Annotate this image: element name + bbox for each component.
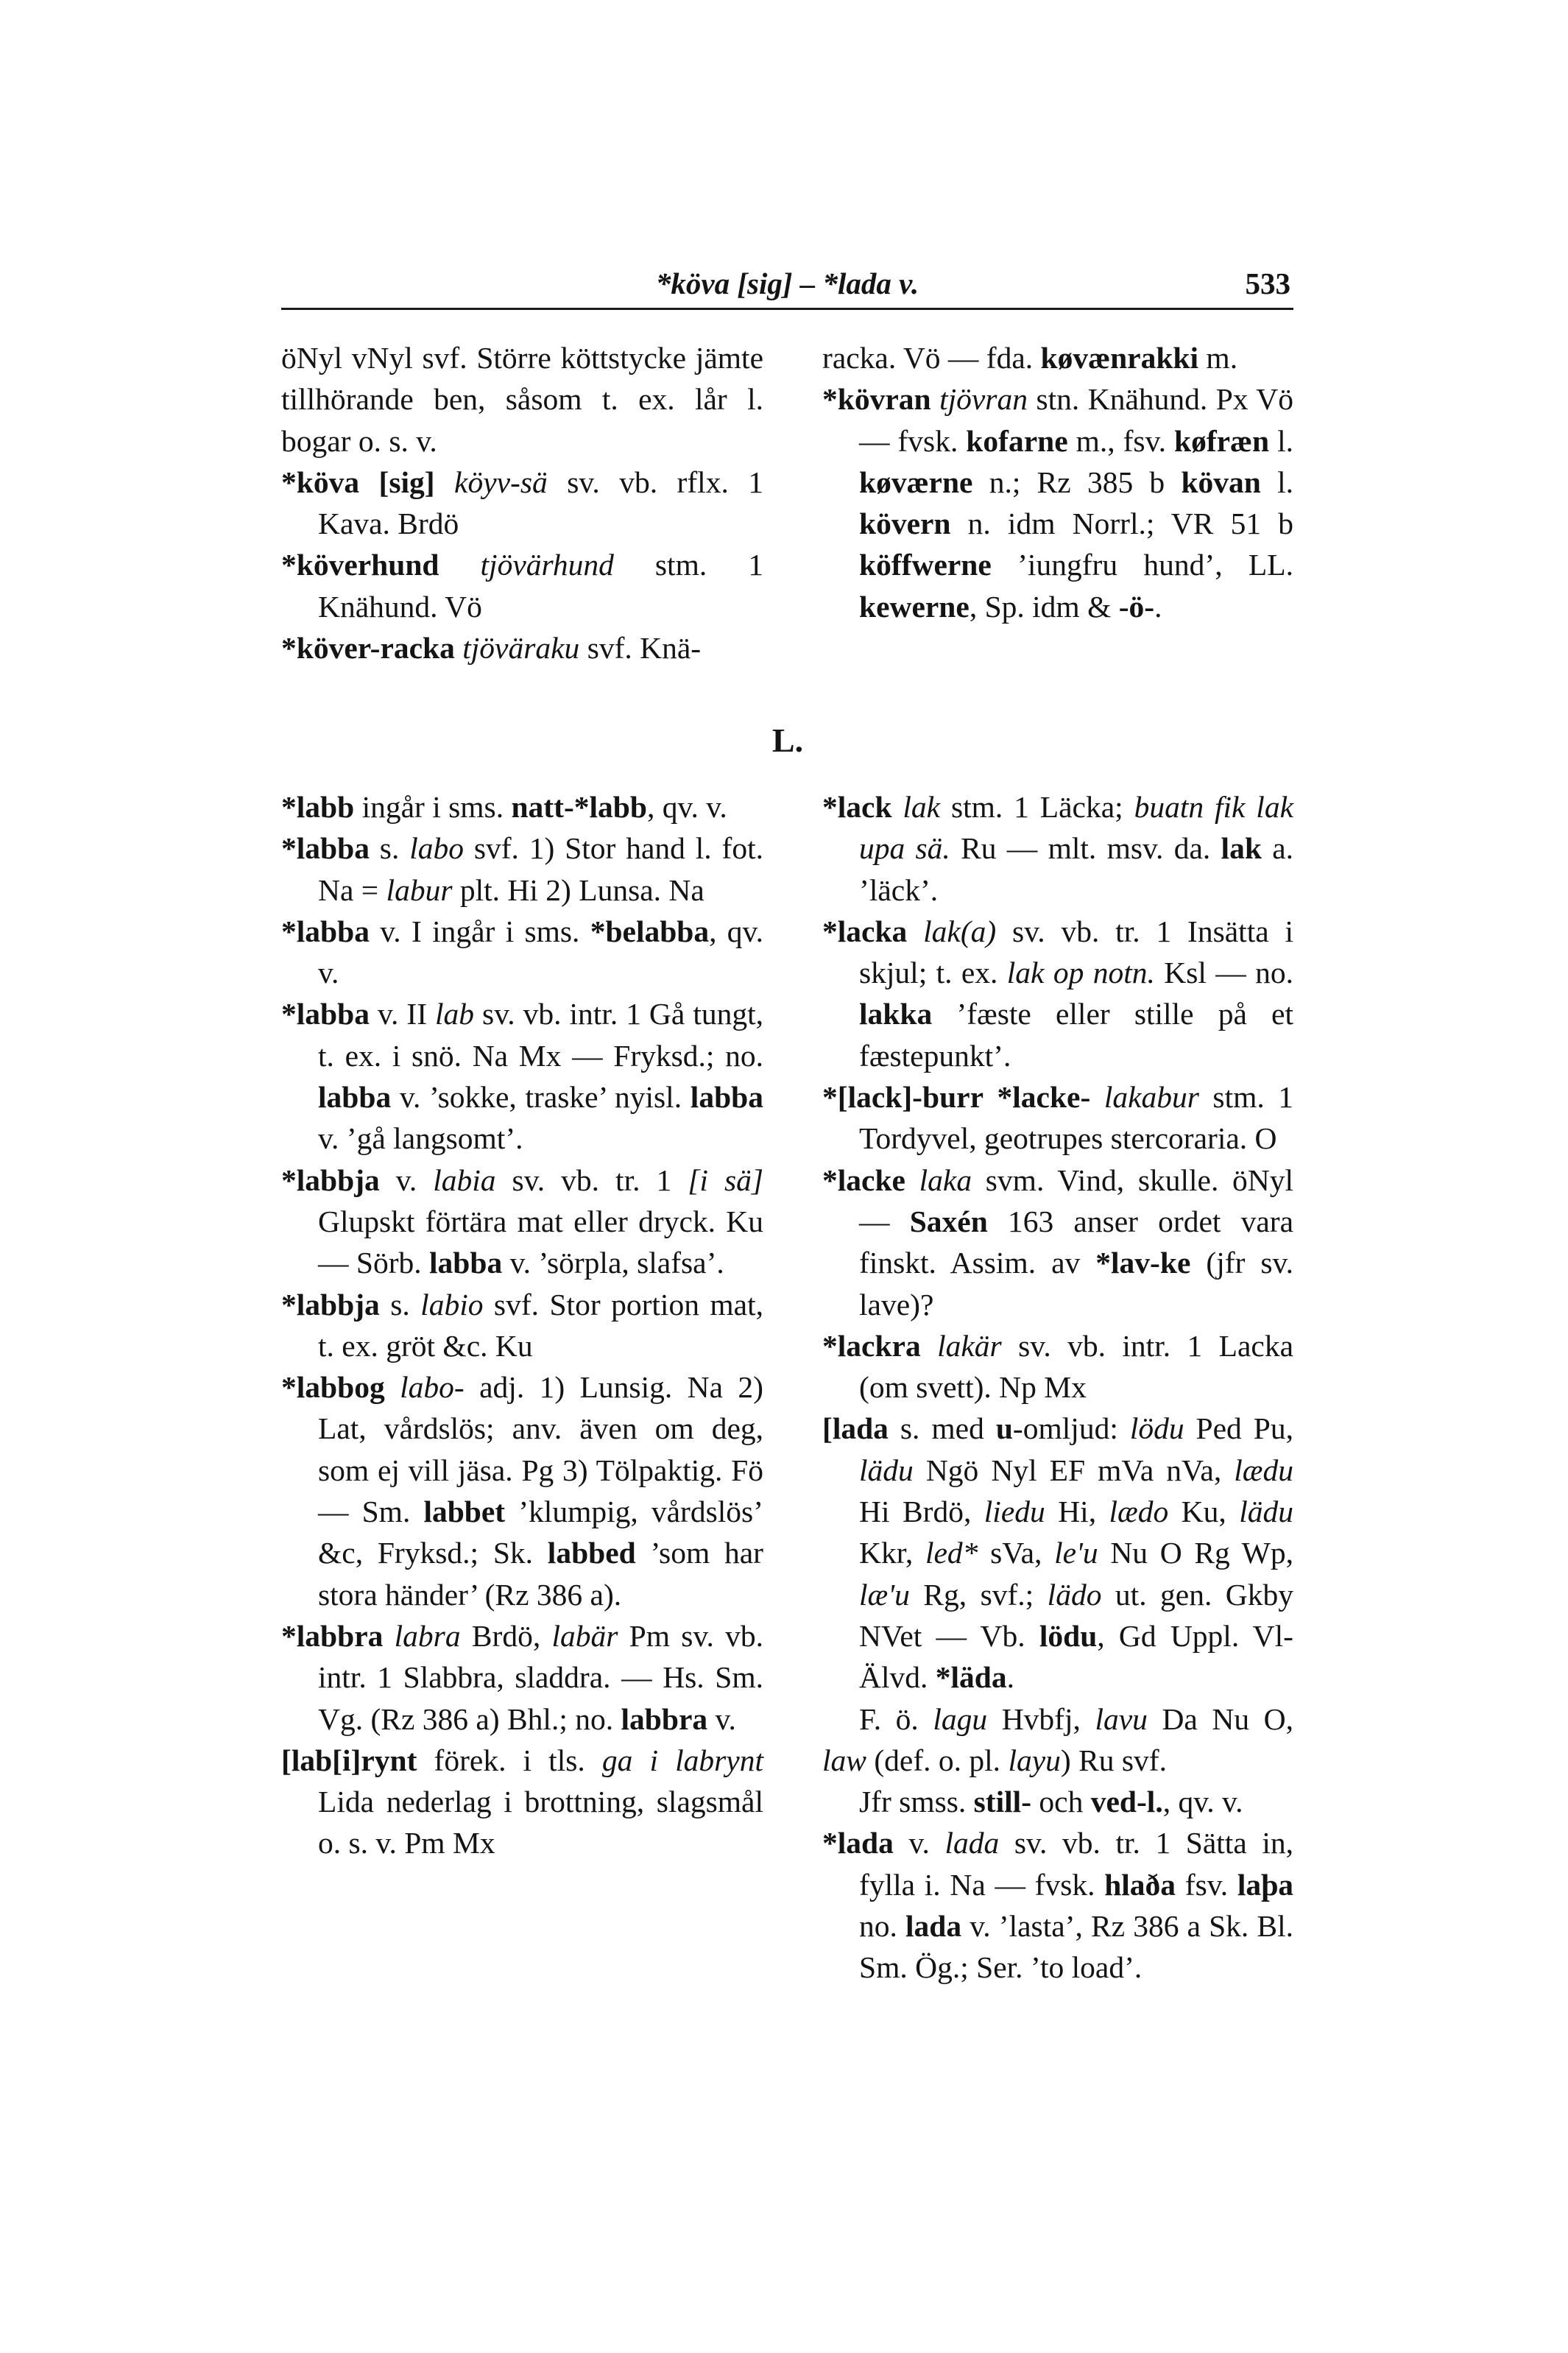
dialect-form: ga i labrynt <box>601 1743 763 1777</box>
entry-text: m. <box>1198 341 1238 375</box>
headword: *köva <box>281 465 360 499</box>
cognate-form: lak <box>1221 831 1262 866</box>
entry-text: l. <box>1260 465 1294 499</box>
entry-subparagraph <box>822 1781 1293 1822</box>
entry-text: ’fæste eller stille på et fæstepunkt’. <box>859 997 1293 1073</box>
dictionary-entry <box>281 1284 763 1367</box>
dialect-form: lab <box>435 997 475 1031</box>
dictionary-entry <box>281 786 763 828</box>
entry-text: , qv. v. <box>646 790 727 824</box>
entry-text: ’klumpig, vårdslös’ &c, Fryksd.; Sk. <box>318 1495 763 1570</box>
entry-continuation <box>822 337 1293 378</box>
entry-text <box>435 465 454 499</box>
headword: *lacke <box>822 1163 905 1197</box>
dictionary-entry <box>822 911 1293 1076</box>
entry-text: sv. vb. rflx. 1 Kava. Brdö <box>318 465 764 541</box>
dialect-form: lagu <box>933 1701 988 1736</box>
headword: *labbja <box>281 1287 380 1322</box>
entry-text: stn. Knähund. Px Vö — fvsk. <box>859 382 1294 458</box>
headword: [lada <box>822 1411 889 1446</box>
dialect-form: köyv-sä <box>454 465 548 499</box>
headword: [sig] <box>378 465 435 499</box>
cognate-form: labbed <box>547 1536 636 1570</box>
entry-text: v. <box>707 1701 736 1736</box>
section-letter: L. <box>771 722 804 759</box>
dialect-form: tjöväraku <box>462 631 580 666</box>
dictionary-entry <box>822 1822 1293 1988</box>
entry-text <box>983 1080 997 1114</box>
dialect-form: tjövran <box>939 382 1028 417</box>
entry-text: Lida nederlag i brottning, slagsmål o. s. v. Pm Mx <box>318 1785 763 1860</box>
headword: [lab[i]rynt <box>281 1743 417 1777</box>
dictionary-entry <box>281 993 763 1159</box>
dialect-form: lödu <box>1129 1411 1184 1446</box>
dialect-form: lædo <box>1109 1495 1169 1529</box>
dictionary-entry <box>281 544 763 627</box>
entry-text: , qv. v. <box>318 914 763 990</box>
dialect-form: buatn fik lak upa sä. <box>859 790 1294 866</box>
dictionary-entry <box>822 1408 1293 1698</box>
column-top-right <box>822 337 1293 627</box>
dialect-form: lakabur <box>1103 1080 1199 1115</box>
cognate-form: still- <box>973 1785 1032 1819</box>
headword: *lack <box>822 790 892 824</box>
entry-text: sv. vb. tr. 1 <box>495 1163 688 1197</box>
entry-text: och <box>1031 1785 1091 1819</box>
cognate-form: -ö- <box>1118 589 1155 624</box>
entry-text <box>455 631 462 665</box>
entry-text: sv. vb. intr. 1 Gå tungt, t. ex. i snö. Na Mx — Fryksd.; no. <box>318 997 764 1073</box>
dialect-form: liedu <box>983 1495 1045 1529</box>
dialect-form: layu <box>1008 1743 1061 1777</box>
entry-text: n.; Rz 385 b <box>972 465 1182 499</box>
entry-text: ingår i sms. <box>354 790 512 824</box>
cognate-form: kewerne <box>859 589 970 624</box>
dictionary-entry <box>822 786 1293 911</box>
dialect-form: labia <box>433 1163 496 1197</box>
dictionary-entry <box>822 378 1293 627</box>
entry-text: s. med <box>888 1411 996 1446</box>
headword: *labbra <box>281 1618 384 1653</box>
entry-text: svf. Stor portion mat, t. ex. gröt &c. Ku <box>318 1287 763 1363</box>
headword: *labba <box>281 831 370 866</box>
entry-text: adj. 1) Lunsig. Na 2) Lat, vårdslös; anv. även om deg, som ej vill jäsa. Pg 3) Tölpaktig. Fö — Sm. <box>318 1370 763 1529</box>
entry-text: Ku, <box>1168 1495 1240 1529</box>
headword: *[lack]-burr <box>822 1080 983 1115</box>
cognate-form: köffwerne <box>859 548 992 582</box>
headword: *lacke- <box>997 1080 1091 1115</box>
entry-text: Ngö Nyl EF mVa nVa, <box>913 1453 1235 1487</box>
cognate-form: køfræn <box>1173 423 1270 458</box>
cognate-form: lakka <box>859 997 933 1031</box>
cognate-form: køvænrakki <box>1040 341 1199 375</box>
entry-text: Kkr, <box>859 1536 925 1570</box>
entry-text: l. <box>1269 423 1293 458</box>
entry-text: sv. vb. intr. 1 Lacka (om svett). Np Mx <box>859 1328 1294 1405</box>
dictionary-entry <box>281 911 763 994</box>
entry-text: Nu O Rg Wp, <box>1098 1536 1293 1570</box>
dialect-form: lak op notn. <box>1006 956 1155 990</box>
dictionary-entry <box>281 1740 763 1864</box>
dialect-form: tjövärhund <box>480 548 614 582</box>
entry-subparagraph <box>822 1698 1293 1782</box>
dialect-form: labra <box>394 1618 461 1653</box>
dialect-form: labo- <box>400 1370 465 1405</box>
entry-text: stm. 1 Läcka; <box>940 790 1134 824</box>
cognate-form: labba <box>429 1246 503 1280</box>
entry-text: Da Nu O, <box>1147 1701 1293 1736</box>
dictionary-entry <box>281 627 763 668</box>
cognate-form: ved-l. <box>1090 1785 1163 1819</box>
column-bottom-left <box>281 786 763 1864</box>
entry-text: stm. 1 Knähund. Vö <box>318 548 764 624</box>
entry-text: v. ’lasta’, Rz 386 a Sk. Bl. Sm. Ög.; Ser. ’to load’. <box>859 1909 1293 1985</box>
entry-text <box>359 465 378 499</box>
cognate-form: *belabba <box>590 914 710 948</box>
entry-text: -omljud: <box>1012 1411 1130 1446</box>
entry-text: v. II <box>369 997 436 1031</box>
entry-text: s. <box>369 831 410 866</box>
column-bottom-right <box>822 786 1293 1989</box>
headword: *labbja <box>281 1163 380 1197</box>
dialect-form: labär <box>551 1618 618 1653</box>
entry-text: stm. 1 Tordyvel, geotrupes stercoraria. O <box>859 1080 1294 1156</box>
entry-text: v. <box>893 1826 945 1860</box>
entry-text: ’som har stora händer’ (Rz 386 a). <box>318 1536 763 1612</box>
cognate-form: kofarne <box>966 423 1068 458</box>
cognate-form: *läda <box>935 1660 1007 1695</box>
dialect-form: led* <box>925 1536 978 1570</box>
entry-text: förek. i tls. <box>417 1743 602 1777</box>
entry-text: svm. Vind, skulle. öNyl — <box>859 1163 1293 1238</box>
cognate-form: labbet <box>423 1495 506 1529</box>
entry-text: v. ’gå langsomt’. <box>318 1121 523 1156</box>
entry-text: Pm sv. vb. intr. 1 Slabbra, sladdra. — Hs. Sm. Vg. (Rz 386 a) Bhl.; no. <box>318 1618 763 1736</box>
entry-text: s. <box>379 1287 421 1322</box>
entry-text: sv. vb. tr. 1 Insätta i skjul; t. ex. <box>859 914 1294 990</box>
dialect-form: lakär <box>937 1328 1002 1363</box>
dictionary-entry <box>281 1615 763 1740</box>
entry-text: svf. Knä- <box>579 631 702 666</box>
dialect-form: lädo <box>1047 1577 1102 1612</box>
entry-text: 163 anser ordet vara finskt. Assim. av <box>859 1204 1293 1280</box>
entry-text: ’iungfru hund’, LL. <box>991 548 1293 582</box>
dictionary-entry <box>822 1160 1293 1325</box>
entry-text <box>439 548 481 582</box>
dialect-form: læ'u <box>859 1577 910 1612</box>
cognate-form: lödu <box>1039 1618 1098 1653</box>
dialect-form: lavu <box>1095 1701 1148 1736</box>
entry-text: , Sp. idm & <box>969 589 1119 624</box>
cognate-form: u <box>995 1411 1013 1446</box>
dialect-form: law <box>822 1743 866 1777</box>
dialect-form: laka <box>919 1163 972 1197</box>
cognate-form: lada <box>905 1909 962 1944</box>
cognate-form: køværne <box>859 465 973 499</box>
cognate-form: hlaða <box>1104 1867 1176 1902</box>
entry-text: v. ’sörpla, slafsa’. <box>502 1246 724 1280</box>
headword: *lada <box>822 1826 894 1860</box>
entry-text: F. ö. <box>859 1701 933 1736</box>
entry-text: , qv. v. <box>1162 1785 1243 1819</box>
entry-text: (jfr sv. lave)? <box>859 1246 1293 1322</box>
dictionary-entry <box>281 462 763 545</box>
cognate-form: Saxén <box>909 1204 988 1238</box>
dictionary-entry <box>281 1366 763 1615</box>
entry-text: Hi, <box>1045 1495 1109 1529</box>
dialect-form: labo <box>409 831 464 866</box>
page-number: 533 <box>1245 267 1290 300</box>
entry-text: v. ’sokke, traske’ nyisl. <box>391 1080 691 1115</box>
dictionary-entry <box>281 828 763 911</box>
entry-text <box>385 1370 400 1404</box>
entry-text: m., fsv. <box>1067 423 1174 458</box>
entry-text: Ksl — no. <box>1154 956 1293 990</box>
dialect-form: lädu <box>1239 1495 1293 1529</box>
entry-text: sv. vb. tr. 1 Sätta in, fylla i. Na — fvsk. <box>859 1826 1293 1902</box>
cognate-form: laþa <box>1237 1867 1293 1902</box>
entry-continuation <box>281 337 763 462</box>
entry-text <box>907 914 923 948</box>
dialect-form: labio <box>420 1287 484 1322</box>
cognate-form: kövern <box>859 507 951 541</box>
entry-text: v. I ingår i sms. <box>369 914 590 948</box>
entry-text: öNyl vNyl svf. Större köttstycke jämte tillhörande ben, såsom t. ex. lår l. bogar o. s. v. <box>281 341 763 458</box>
dialect-form: lædu <box>1234 1453 1293 1487</box>
entry-text: . <box>1006 1660 1014 1695</box>
entry-text: ) Ru svf. <box>1060 1743 1167 1777</box>
column-top-left <box>281 337 763 668</box>
entry-text: (def. o. pl. <box>866 1743 1009 1777</box>
headword: *labba <box>281 997 370 1031</box>
headword: *köverhund <box>281 548 439 582</box>
dialect-form: lak <box>903 790 941 824</box>
headword: *labba <box>281 914 370 948</box>
running-header <box>281 265 1293 310</box>
headword: *köver-racka <box>281 631 455 666</box>
cognate-form: labbra <box>621 1701 708 1736</box>
entry-text <box>905 1163 919 1197</box>
running-title: *köva [sig] – *lada v. <box>655 267 919 300</box>
cognate-form: kövan <box>1181 465 1261 499</box>
entry-text: no. <box>859 1909 905 1944</box>
entry-text: Hvbfj, <box>987 1701 1095 1736</box>
headword: *lacka <box>822 914 908 948</box>
entry-text: svf. 1) Stor hand l. fot. Na = <box>318 831 763 907</box>
entry-text: Ru — mlt. msv. da. <box>950 831 1221 866</box>
entry-text <box>383 1619 394 1653</box>
cognate-form: *lav-ke <box>1095 1246 1191 1280</box>
entry-text <box>921 1329 937 1363</box>
entry-text: n. idm Norrl.; VR 51 b <box>950 507 1293 541</box>
entry-text: a. ’läck’. <box>859 831 1293 907</box>
entry-text: Rg, svf.; <box>909 1577 1048 1612</box>
dialect-form: lada <box>944 1826 1000 1860</box>
entry-text: Jfr smss. <box>859 1785 974 1819</box>
headword: *labb <box>281 790 355 824</box>
entry-text: ut. gen. Gkby NVet — Vb. <box>859 1577 1294 1653</box>
headword: *labbog <box>281 1370 385 1405</box>
entry-text <box>892 790 903 824</box>
entry-text: plt. Hi 2) Lunsa. Na <box>452 872 704 907</box>
headword: *lackra <box>822 1328 921 1363</box>
dialect-form: labur <box>386 872 453 907</box>
entry-text: , Gd Uppl. Vl-Älvd. <box>859 1618 1294 1695</box>
cognate-form: labba <box>318 1080 392 1115</box>
entry-text: Brdö, <box>460 1618 552 1653</box>
entry-text: . <box>1154 589 1162 624</box>
dialect-form: [i sä] <box>688 1163 764 1197</box>
dictionary-entry <box>822 1076 1293 1160</box>
dictionary-entry <box>822 1325 1293 1408</box>
headword: *kövran <box>822 382 931 417</box>
entry-text: fsv. <box>1176 1867 1237 1902</box>
entry-text: Hi Brdö, <box>859 1495 984 1529</box>
dialect-form: lak(a) <box>923 914 997 948</box>
cognate-form: labba <box>690 1080 763 1115</box>
entry-text <box>931 382 939 416</box>
dialect-form: le'u <box>1054 1536 1098 1570</box>
entry-text: Ped Pu, <box>1184 1411 1293 1446</box>
entry-text: racka. Vö — fda. <box>822 341 1041 375</box>
cognate-form: natt-*labb <box>511 790 647 824</box>
dialect-form: lädu <box>859 1453 914 1487</box>
dictionary-entry <box>281 1160 763 1284</box>
entry-text: sVa, <box>978 1536 1055 1570</box>
entry-text <box>1090 1080 1104 1114</box>
entry-text: Glupskt förtära mat eller dryck. Ku — Sörb. <box>318 1204 763 1280</box>
entry-text: v. <box>379 1163 434 1197</box>
